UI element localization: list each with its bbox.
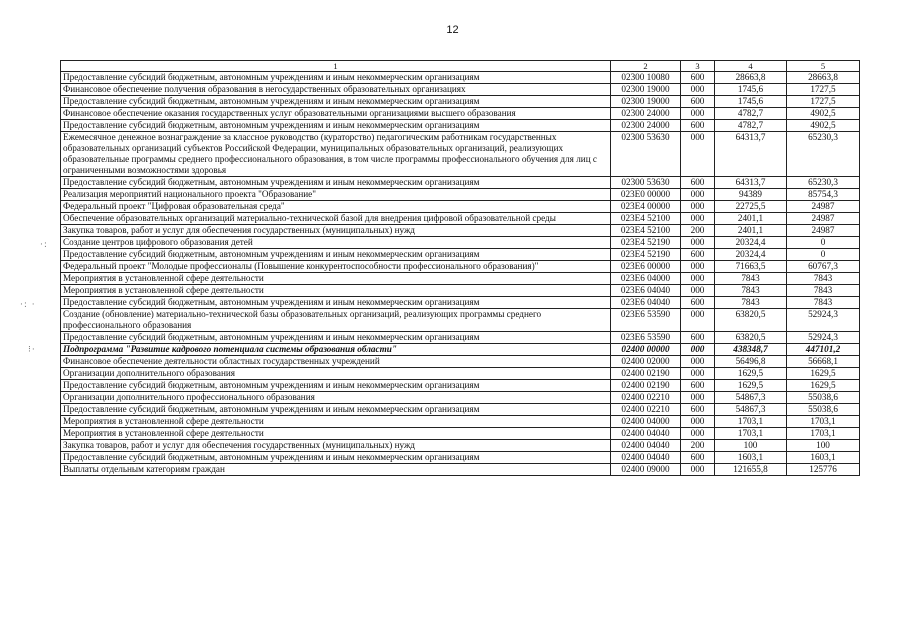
row-name-cell: Финансовое обеспечение получения образования в негосударственных образовательных организациях xyxy=(61,84,611,96)
row-code-cell: 02300 19000 xyxy=(611,96,681,108)
row-type-cell: 000 xyxy=(681,261,715,273)
row-value-4-cell: 2401,1 xyxy=(715,213,787,225)
row-type-cell: 000 xyxy=(681,392,715,404)
table-row xyxy=(61,96,860,108)
row-type-cell: 000 xyxy=(681,464,715,476)
row-value-5-cell: 125776 xyxy=(787,464,860,476)
row-value-4-cell: 1629,5 xyxy=(715,380,787,392)
row-value-4-cell: 64313,7 xyxy=(715,132,787,177)
row-value-5-cell: 7843 xyxy=(787,285,860,297)
table-row xyxy=(61,120,860,132)
row-code-cell: 02300 10080 xyxy=(611,72,681,84)
column-header-2: 2 xyxy=(611,61,681,72)
row-value-4-cell: 4782,7 xyxy=(715,120,787,132)
row-value-4-cell: 22725,5 xyxy=(715,201,787,213)
row-value-4-cell: 1703,1 xyxy=(715,416,787,428)
row-code-cell: 02400 04040 xyxy=(611,440,681,452)
row-name-cell: Предоставление субсидий бюджетным, автономным учреждениям и иным некоммерческим организациям xyxy=(61,332,611,344)
table-row xyxy=(61,237,860,249)
row-value-4-cell: 1703,1 xyxy=(715,428,787,440)
scan-noise: ⁝· xyxy=(28,345,36,355)
row-value-5-cell: 55038,6 xyxy=(787,404,860,416)
row-name-cell: Федеральный проект "Цифровая образовательная среда" xyxy=(61,201,611,213)
row-value-5-cell: 0 xyxy=(787,237,860,249)
row-value-4-cell: 7843 xyxy=(715,273,787,285)
row-value-5-cell: 4902,5 xyxy=(787,120,860,132)
row-name-cell: Предоставление субсидий бюджетным, автономным учреждениям и иным некоммерческим организациям xyxy=(61,249,611,261)
row-name-cell: Создание (обновление) материально-технической базы образовательных организаций, реализующих программы среднего профессионального образования xyxy=(61,309,611,332)
row-value-5-cell: 55038,6 xyxy=(787,392,860,404)
table-body xyxy=(61,72,860,476)
row-value-5-cell: 24987 xyxy=(787,213,860,225)
row-value-4-cell: 71663,5 xyxy=(715,261,787,273)
row-type-cell: 000 xyxy=(681,273,715,285)
row-name-cell: Предоставление субсидий бюджетным, автономным учреждениям и иным некоммерческим организациям xyxy=(61,297,611,309)
column-header-5: 5 xyxy=(787,61,860,72)
row-value-5-cell: 1727,5 xyxy=(787,84,860,96)
row-value-5-cell: 100 xyxy=(787,440,860,452)
table-row xyxy=(61,297,860,309)
row-value-4-cell: 20324,4 xyxy=(715,237,787,249)
row-type-cell: 200 xyxy=(681,440,715,452)
row-code-cell: 02400 02190 xyxy=(611,368,681,380)
row-type-cell: 600 xyxy=(681,120,715,132)
row-name-cell: Закупка товаров, работ и услуг для обеспечения государственных (муниципальных) нужд xyxy=(61,440,611,452)
column-header-3: 3 xyxy=(681,61,715,72)
row-value-4-cell: 7843 xyxy=(715,297,787,309)
row-value-5-cell: 85754,3 xyxy=(787,189,860,201)
column-header-4: 4 xyxy=(715,61,787,72)
row-value-5-cell: 1629,5 xyxy=(787,368,860,380)
table-row xyxy=(61,428,860,440)
row-name-cell: Реализация мероприятий национального проекта "Образование" xyxy=(61,189,611,201)
row-name-cell: Обеспечение образовательных организаций материально-технической базой для внедрения цифровой образовательной среды xyxy=(61,213,611,225)
row-value-5-cell: 1703,1 xyxy=(787,428,860,440)
page-number: 12 xyxy=(446,24,459,36)
row-code-cell: 02400 09000 xyxy=(611,464,681,476)
row-name-cell: Организации дополнительного образования xyxy=(61,368,611,380)
scan-noise: ·: xyxy=(40,240,48,250)
row-type-cell: 600 xyxy=(681,452,715,464)
row-name-cell: Мероприятия в установленной сфере деятельности xyxy=(61,416,611,428)
row-name-cell: Выплаты отдельным категориям граждан xyxy=(61,464,611,476)
row-type-cell: 000 xyxy=(681,368,715,380)
row-value-4-cell: 1745,6 xyxy=(715,96,787,108)
row-name-cell: Закупка товаров, работ и услуг для обеспечения государственных (муниципальных) нужд xyxy=(61,225,611,237)
row-value-5-cell: 7843 xyxy=(787,273,860,285)
row-type-cell: 000 xyxy=(681,285,715,297)
row-code-cell: 02400 00000 xyxy=(611,344,681,356)
row-type-cell: 600 xyxy=(681,72,715,84)
row-value-4-cell: 20324,4 xyxy=(715,249,787,261)
row-name-cell: Предоставление субсидий бюджетным, автономным учреждениям и иным некоммерческим организациям xyxy=(61,96,611,108)
row-type-cell: 600 xyxy=(681,404,715,416)
row-type-cell: 000 xyxy=(681,237,715,249)
row-value-4-cell: 63820,5 xyxy=(715,332,787,344)
row-value-4-cell: 63820,5 xyxy=(715,309,787,332)
row-type-cell: 000 xyxy=(681,201,715,213)
row-code-cell: 02300 24000 xyxy=(611,108,681,120)
row-name-cell: Организации дополнительного профессионального образования xyxy=(61,392,611,404)
row-code-cell: 02400 04040 xyxy=(611,428,681,440)
row-value-5-cell: 1703,1 xyxy=(787,416,860,428)
row-code-cell: 023Е4 52190 xyxy=(611,237,681,249)
row-name-cell: Финансовое обеспечение оказания государственных услуг образовательными организациями высшего образования xyxy=(61,108,611,120)
table-row xyxy=(61,108,860,120)
row-value-5-cell: 65230,3 xyxy=(787,177,860,189)
table-row xyxy=(61,440,860,452)
row-value-5-cell: 56668,1 xyxy=(787,356,860,368)
row-name-cell: Предоставление субсидий бюджетным, автономным учреждениям и иным некоммерческим организациям xyxy=(61,120,611,132)
row-code-cell: 023Е6 53590 xyxy=(611,332,681,344)
row-value-4-cell: 94389 xyxy=(715,189,787,201)
table-row xyxy=(61,201,860,213)
row-code-cell: 023Е6 04000 xyxy=(611,273,681,285)
row-name-cell: Предоставление субсидий бюджетным, автономным учреждениям и иным некоммерческим организациям xyxy=(61,380,611,392)
table-row xyxy=(61,380,860,392)
row-value-4-cell: 2401,1 xyxy=(715,225,787,237)
row-type-cell: 000 xyxy=(681,108,715,120)
table-row xyxy=(61,132,860,177)
row-type-cell: 000 xyxy=(681,344,715,356)
row-value-5-cell: 60767,3 xyxy=(787,261,860,273)
row-value-4-cell: 4782,7 xyxy=(715,108,787,120)
row-name-cell: Ежемесячное денежное вознаграждение за классное руководство (кураторство) педагогическим работникам государственных образовательных организаций субъектов Российской Федерации, муниципальных образовательных организаций, реализующих образовательные программы среднего профессионального образования, в том числе программы профессионального обучения для лиц с ограниченными возможностями здоровья xyxy=(61,132,611,177)
row-value-4-cell: 1745,6 xyxy=(715,84,787,96)
row-type-cell: 600 xyxy=(681,297,715,309)
row-type-cell: 000 xyxy=(681,132,715,177)
row-code-cell: 023Е0 00000 xyxy=(611,189,681,201)
row-value-5-cell: 24987 xyxy=(787,201,860,213)
row-name-cell: Подпрограмма "Развитие кадрового потенциала системы образования области" xyxy=(61,344,611,356)
row-code-cell: 023Е6 04040 xyxy=(611,285,681,297)
row-name-cell: Создание центров цифрового образования детей xyxy=(61,237,611,249)
table-row xyxy=(61,189,860,201)
row-value-5-cell: 0 xyxy=(787,249,860,261)
row-code-cell: 02400 04040 xyxy=(611,452,681,464)
row-value-4-cell: 54867,3 xyxy=(715,392,787,404)
table-row xyxy=(61,213,860,225)
row-code-cell: 02400 04000 xyxy=(611,416,681,428)
row-code-cell: 02400 02210 xyxy=(611,404,681,416)
table-row xyxy=(61,392,860,404)
row-name-cell: Финансовое обеспечение деятельности областных государственных учреждений xyxy=(61,356,611,368)
row-value-5-cell: 1727,5 xyxy=(787,96,860,108)
row-value-4-cell: 100 xyxy=(715,440,787,452)
row-code-cell: 023Е6 00000 xyxy=(611,261,681,273)
row-code-cell: 023Е4 52100 xyxy=(611,225,681,237)
table-row xyxy=(61,344,860,356)
row-type-cell: 000 xyxy=(681,428,715,440)
table-row xyxy=(61,309,860,332)
row-code-cell: 023Е6 53590 xyxy=(611,309,681,332)
row-value-4-cell: 28663,8 xyxy=(715,72,787,84)
row-value-4-cell: 121655,8 xyxy=(715,464,787,476)
row-type-cell: 000 xyxy=(681,356,715,368)
row-name-cell: Предоставление субсидий бюджетным, автономным учреждениям и иным некоммерческим организациям xyxy=(61,177,611,189)
row-code-cell: 02300 53630 xyxy=(611,132,681,177)
row-name-cell: Предоставление субсидий бюджетным, автономным учреждениям и иным некоммерческим организациям xyxy=(61,452,611,464)
table-row xyxy=(61,72,860,84)
row-type-cell: 600 xyxy=(681,380,715,392)
row-value-4-cell: 54867,3 xyxy=(715,404,787,416)
table-row xyxy=(61,332,860,344)
row-value-5-cell: 1603,1 xyxy=(787,452,860,464)
row-value-5-cell: 65230,3 xyxy=(787,132,860,177)
row-value-5-cell: 447101,2 xyxy=(787,344,860,356)
row-code-cell: 023Е6 04040 xyxy=(611,297,681,309)
row-code-cell: 02400 02190 xyxy=(611,380,681,392)
row-name-cell: Федеральный проект "Молодые профессионалы (Повышение конкурентоспособности профессионального образования)" xyxy=(61,261,611,273)
row-value-4-cell: 64313,7 xyxy=(715,177,787,189)
row-code-cell: 02300 53630 xyxy=(611,177,681,189)
row-name-cell: Мероприятия в установленной сфере деятельности xyxy=(61,285,611,297)
row-value-4-cell: 56496,8 xyxy=(715,356,787,368)
row-value-4-cell: 1603,1 xyxy=(715,452,787,464)
row-type-cell: 200 xyxy=(681,225,715,237)
row-name-cell: Предоставление субсидий бюджетным, автономным учреждениям и иным некоммерческим организациям xyxy=(61,404,611,416)
column-header-1: 1 xyxy=(61,61,611,72)
table-row xyxy=(61,84,860,96)
row-value-5-cell: 4902,5 xyxy=(787,108,860,120)
row-type-cell: 600 xyxy=(681,332,715,344)
row-code-cell: 02300 24000 xyxy=(611,120,681,132)
row-value-5-cell: 7843 xyxy=(787,297,860,309)
row-type-cell: 600 xyxy=(681,249,715,261)
row-name-cell: Мероприятия в установленной сфере деятельности xyxy=(61,428,611,440)
row-code-cell: 02400 02210 xyxy=(611,392,681,404)
table-row xyxy=(61,273,860,285)
table-row xyxy=(61,368,860,380)
table-row xyxy=(61,356,860,368)
row-value-4-cell: 7843 xyxy=(715,285,787,297)
table-header-row xyxy=(61,61,860,72)
row-value-5-cell: 52924,3 xyxy=(787,309,860,332)
row-code-cell: 023Е4 52190 xyxy=(611,249,681,261)
row-code-cell: 02300 19000 xyxy=(611,84,681,96)
table-row xyxy=(61,225,860,237)
row-value-5-cell: 52924,3 xyxy=(787,332,860,344)
row-name-cell: Мероприятия в установленной сфере деятельности xyxy=(61,273,611,285)
row-code-cell: 023Е4 00000 xyxy=(611,201,681,213)
row-value-5-cell: 28663,8 xyxy=(787,72,860,84)
row-type-cell: 600 xyxy=(681,96,715,108)
row-value-4-cell: 1629,5 xyxy=(715,368,787,380)
row-type-cell: 000 xyxy=(681,213,715,225)
table-row xyxy=(61,452,860,464)
row-type-cell: 600 xyxy=(681,177,715,189)
row-code-cell: 02400 02000 xyxy=(611,356,681,368)
row-type-cell: 000 xyxy=(681,84,715,96)
table-row xyxy=(61,249,860,261)
row-name-cell: Предоставление субсидий бюджетным, автономным учреждениям и иным некоммерческим организациям xyxy=(61,72,611,84)
table-row xyxy=(61,177,860,189)
row-value-4-cell: 438348,7 xyxy=(715,344,787,356)
row-type-cell: 000 xyxy=(681,189,715,201)
budget-table xyxy=(60,60,860,476)
table-row xyxy=(61,416,860,428)
table-row xyxy=(61,285,860,297)
table-row xyxy=(61,464,860,476)
row-type-cell: 000 xyxy=(681,416,715,428)
table-row xyxy=(61,261,860,273)
table-row xyxy=(61,404,860,416)
row-code-cell: 023Е4 52100 xyxy=(611,213,681,225)
row-type-cell: 000 xyxy=(681,309,715,332)
row-value-5-cell: 1629,5 xyxy=(787,380,860,392)
row-value-5-cell: 24987 xyxy=(787,225,860,237)
scan-noise: ·: · xyxy=(20,300,36,310)
